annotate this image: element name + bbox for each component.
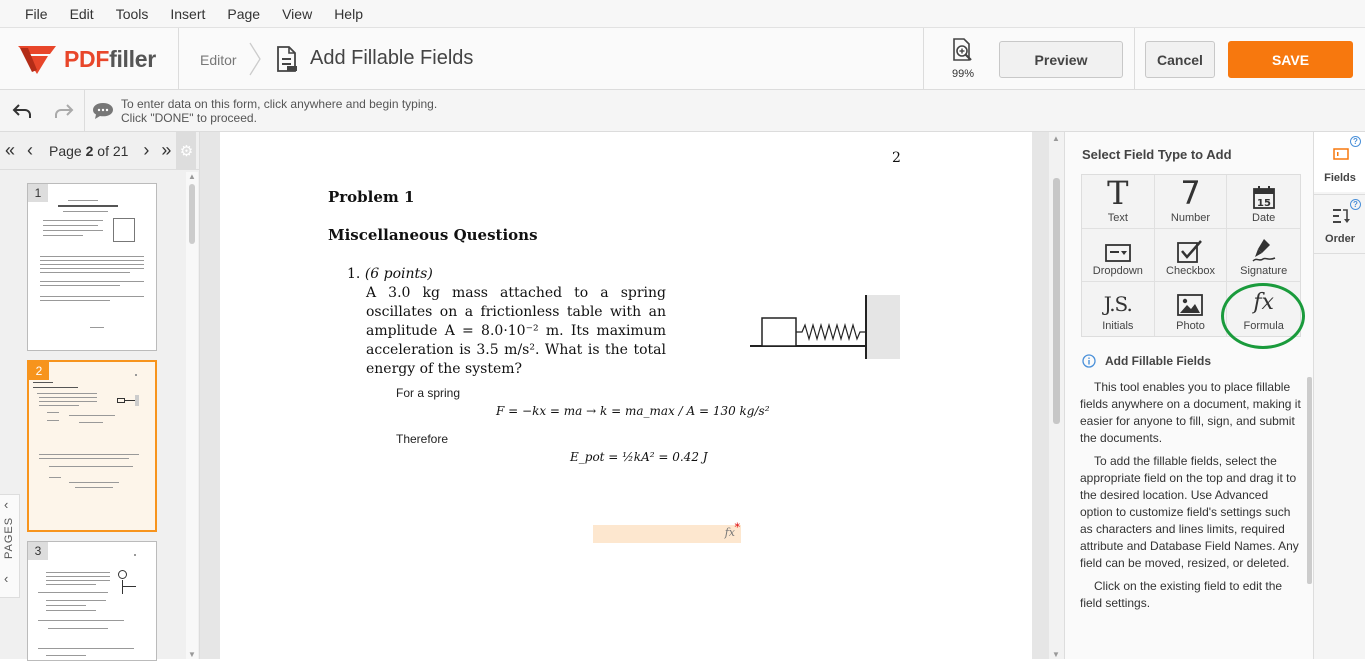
chat-bubble-icon bbox=[92, 102, 114, 120]
menu-file[interactable]: File bbox=[25, 5, 48, 22]
question-points: (6 points) bbox=[364, 266, 433, 282]
thumbnail-sidebar bbox=[0, 132, 200, 659]
help-scrollbar[interactable] bbox=[1307, 377, 1312, 584]
thumbnail-scrollbar[interactable]: ▲ ▼ bbox=[186, 172, 198, 659]
field-label: Number bbox=[1170, 211, 1211, 224]
zoom-control[interactable] bbox=[948, 38, 978, 80]
tab-fields-label: Fields bbox=[1324, 172, 1356, 184]
question-text: A 3.0 kg mass attached to a spring oscillates on a frictionless table with an amplitude A = 8.0·10⁻² m. Its maximum acceleration is 3.5 m/s². What is the total energy of the system? bbox=[366, 285, 666, 377]
initials-icon: J.S. bbox=[1103, 292, 1132, 317]
dropdown-icon bbox=[1105, 243, 1131, 263]
preview-button[interactable]: Preview bbox=[999, 41, 1123, 78]
field-label: Date bbox=[1252, 211, 1276, 224]
page-indicator[interactable]: Page 2 of 21 bbox=[49, 142, 129, 159]
menu-insert[interactable]: Insert bbox=[170, 5, 206, 22]
field-date-button[interactable] bbox=[1227, 175, 1300, 229]
cancel-button[interactable]: Cancel bbox=[1145, 41, 1215, 78]
header-divider bbox=[178, 28, 179, 89]
signature-icon bbox=[1251, 237, 1277, 263]
menu-page[interactable]: Page bbox=[227, 5, 261, 22]
field-label: Formula bbox=[1243, 320, 1284, 332]
spring-diagram bbox=[748, 295, 902, 361]
info-icon bbox=[1082, 354, 1096, 368]
help-title-text: Add Fillable Fields bbox=[1105, 354, 1212, 368]
document-page[interactable] bbox=[220, 132, 1032, 659]
photo-icon bbox=[1177, 294, 1203, 316]
tab-fields[interactable] bbox=[1314, 132, 1365, 192]
gear-icon[interactable]: ⚙ bbox=[176, 132, 196, 170]
fields-tab-icon bbox=[1333, 148, 1349, 160]
field-number-button[interactable] bbox=[1155, 175, 1228, 229]
next-page-icon[interactable]: › bbox=[143, 140, 150, 160]
equation-spring-constant: F = −kx = ma → k = ma_max / A = 130 kg/s² bbox=[496, 404, 770, 418]
panel-title: Select Field Type to Add bbox=[1082, 147, 1232, 162]
required-asterisk: * bbox=[734, 521, 740, 534]
menu-help[interactable]: Help bbox=[334, 5, 363, 22]
help-paragraph: To add the fillable fields, select the appropriate field on the top and drag it to the desired location. Use Advanced option to customize field's settings such as characters and lines limits, required attribute and Database Field Names. Any field can be moved, resized, or deleted. bbox=[1080, 454, 1299, 570]
equation-energy: E_pot = ½kA² = 0.42 J bbox=[570, 450, 708, 464]
tab-order-label: Order bbox=[1325, 233, 1355, 245]
svg-text:15: 15 bbox=[1256, 198, 1271, 209]
thumbnail-number: 3 bbox=[28, 542, 48, 560]
thumbnail-number: 1 bbox=[28, 184, 48, 202]
formula-field[interactable] bbox=[593, 521, 741, 543]
undo-icon[interactable] bbox=[12, 103, 32, 119]
problem-heading: Problem 1 bbox=[328, 188, 415, 206]
calendar-icon bbox=[1253, 185, 1275, 209]
pdffiller-logo[interactable] bbox=[16, 42, 156, 76]
question-number: 1. bbox=[347, 266, 361, 282]
section-heading: Miscellaneous Questions bbox=[328, 226, 538, 244]
pdffiller-logo-icon bbox=[16, 42, 58, 76]
field-photo-button[interactable] bbox=[1155, 282, 1228, 336]
help-heading bbox=[1082, 354, 1211, 368]
menu-bar bbox=[0, 0, 1365, 28]
field-signature-button[interactable] bbox=[1227, 229, 1300, 283]
field-dropdown-button[interactable] bbox=[1082, 229, 1155, 283]
side-tabs bbox=[1313, 132, 1365, 659]
field-initials-button[interactable] bbox=[1082, 282, 1155, 336]
logo-text: PDFfiller bbox=[64, 45, 156, 72]
menu-edit[interactable]: Edit bbox=[69, 5, 94, 22]
document-viewer bbox=[200, 132, 1064, 659]
page-thumbnail-1[interactable] bbox=[27, 183, 157, 351]
instruction-text: To enter data on this form, click anywhere and begin typing. Click "DONE" to proceed. bbox=[121, 97, 438, 125]
save-button[interactable]: SAVE bbox=[1228, 41, 1353, 78]
formula-icon: fx bbox=[1253, 290, 1274, 316]
previous-page-icon[interactable]: ‹ bbox=[27, 140, 33, 160]
question-block bbox=[347, 265, 669, 377]
tab-order[interactable] bbox=[1314, 194, 1365, 254]
header-divider bbox=[1134, 28, 1135, 89]
field-label: Checkbox bbox=[1166, 265, 1215, 278]
field-label: Signature bbox=[1240, 265, 1288, 278]
formula-field-icon: fx bbox=[724, 526, 735, 539]
menu-view[interactable]: View bbox=[282, 5, 313, 22]
breadcrumb-editor[interactable]: Editor bbox=[200, 52, 237, 68]
document-page-number: 2 bbox=[892, 150, 901, 166]
zoom-value: 99% bbox=[951, 68, 975, 80]
app-header bbox=[0, 28, 1365, 90]
page-thumbnail-2[interactable] bbox=[27, 360, 157, 532]
page-thumbnail-3[interactable] bbox=[27, 541, 157, 661]
formula-highlight-circle bbox=[1221, 283, 1305, 349]
order-icon bbox=[1332, 207, 1350, 225]
help-question-icon[interactable]: ? bbox=[1350, 136, 1361, 147]
help-question-icon[interactable]: ? bbox=[1350, 199, 1361, 210]
chevron-right-icon bbox=[248, 42, 262, 76]
help-paragraph: Click on the existing field to edit the field settings. bbox=[1080, 579, 1283, 610]
toolbar-divider bbox=[84, 90, 85, 132]
field-label: Dropdown bbox=[1092, 265, 1143, 278]
text-icon: T bbox=[1107, 174, 1129, 212]
number-icon: 7 bbox=[1180, 174, 1201, 212]
chevron-left-icon: ‹ bbox=[4, 497, 9, 512]
help-text bbox=[1080, 379, 1302, 618]
page-title: Add Fillable Fields bbox=[310, 47, 474, 69]
zoom-document-icon bbox=[951, 38, 975, 62]
field-checkbox-button[interactable] bbox=[1155, 229, 1228, 283]
info-toolbar bbox=[0, 90, 1365, 132]
help-paragraph: This tool enables you to place fillable fields anywhere on a document, making it easier for anyone to fill, sign, and submit the documents. bbox=[1080, 380, 1301, 445]
field-label: Photo bbox=[1176, 320, 1205, 332]
document-scrollbar[interactable]: ▲ ▼ bbox=[1049, 132, 1064, 659]
thumbnail-number: 2 bbox=[29, 362, 49, 380]
field-text-button[interactable] bbox=[1082, 175, 1155, 229]
pages-tab[interactable] bbox=[0, 494, 20, 598]
field-label: Text bbox=[1107, 211, 1128, 224]
page-navigator bbox=[0, 132, 200, 170]
pages-tab-label: PAGES bbox=[3, 516, 15, 559]
note-therefore: Therefore bbox=[396, 432, 449, 446]
first-page-icon[interactable]: « bbox=[4, 140, 15, 160]
header-divider bbox=[923, 28, 924, 89]
field-type-panel bbox=[1064, 132, 1313, 659]
field-label: Initials bbox=[1102, 320, 1134, 332]
last-page-icon[interactable]: » bbox=[161, 140, 172, 160]
checkbox-icon bbox=[1177, 239, 1203, 263]
redo-icon[interactable] bbox=[54, 103, 74, 119]
chevron-left-icon: ‹ bbox=[4, 571, 9, 586]
note-for-a-spring: For a spring bbox=[396, 386, 461, 400]
document-fields-icon bbox=[276, 46, 298, 72]
menu-tools[interactable]: Tools bbox=[115, 5, 149, 22]
